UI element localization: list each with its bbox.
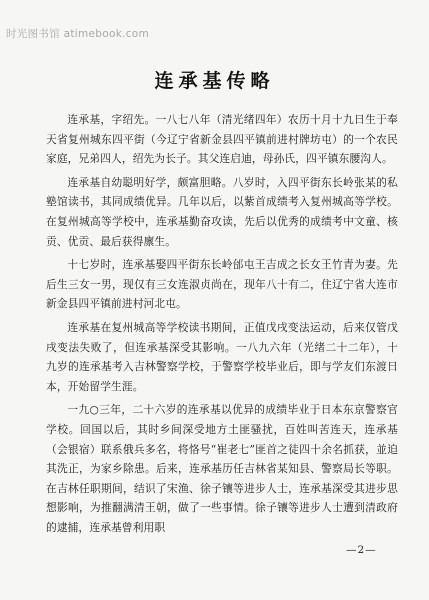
paragraph: 一九○三年，二十六岁的连承基以优异的成绩毕业于日本东京警察官学校。回国以后，其时乡间深受地方土匪骚扰，百姓叫苦连天，连承基（会银宿）联系俄兵多名，将恪号“崔老七”匪首之徒四十余名抓获，並迫其洗正，为家乡除患。后来，连承基历任吉林省某知县、警察局长等职。在吉林任职期间，结识了宋渔、徐子镶等进步人士，连承基深受其进步思想影响，为推翻满清王朝，做了一些事情。徐子镶等进步人士遭到清政府的逮捕，连承基曾利用职 bbox=[46, 403, 398, 534]
paragraph: 十七岁时，连承基娶四平街东长岭邰屯王吉成之长女王竹青为妻。先后生三女一男，现仅有三女连淑贞尚在，现年八十有二，住辽宁省大连市新金县四平镇前进村河北屯。 bbox=[46, 258, 398, 311]
watermark: 时光图书馆 atimebook.com bbox=[6, 28, 150, 40]
paragraph: 连承基，字绍先。一八七八年（清光绪四年）农历十月十九日生于奉天省复州城东四平街（今辽宁省新金县四平镇前进村牌坊屯）的一个农民家庭，兄弟四人，绍先为长子。其父连启迪，母孙氏，四平镇东腰沟人。 bbox=[46, 113, 398, 166]
paragraph: 连承基自幼聪明好学，颇富胆略。八岁时，入四平街东长岭张某的私塾馆读书，其同成绩优异。几年以后，以紫首成绩考入复州城高等学校。在复州城高等学校中，连承基勤奋攻读，先后以优秀的成绩考中文童、核贡、优贡、最后获得廪生。 bbox=[46, 175, 398, 248]
paragraph: 连承基在复州城高等学校读书期间，正值戊戌变法运动，后来仅管戊戌变法失败了，但连承基深受其影响。一八九六年（光绪二十二年），十九岁的连承基考入吉林警察学校，于警察学校毕业后，即与学友们东渡日本，开始留学生涯。 bbox=[46, 320, 398, 393]
page-title: 连承基传略 bbox=[154, 70, 275, 92]
page-number: —2— bbox=[346, 544, 377, 556]
body-text bbox=[46, 110, 398, 541]
